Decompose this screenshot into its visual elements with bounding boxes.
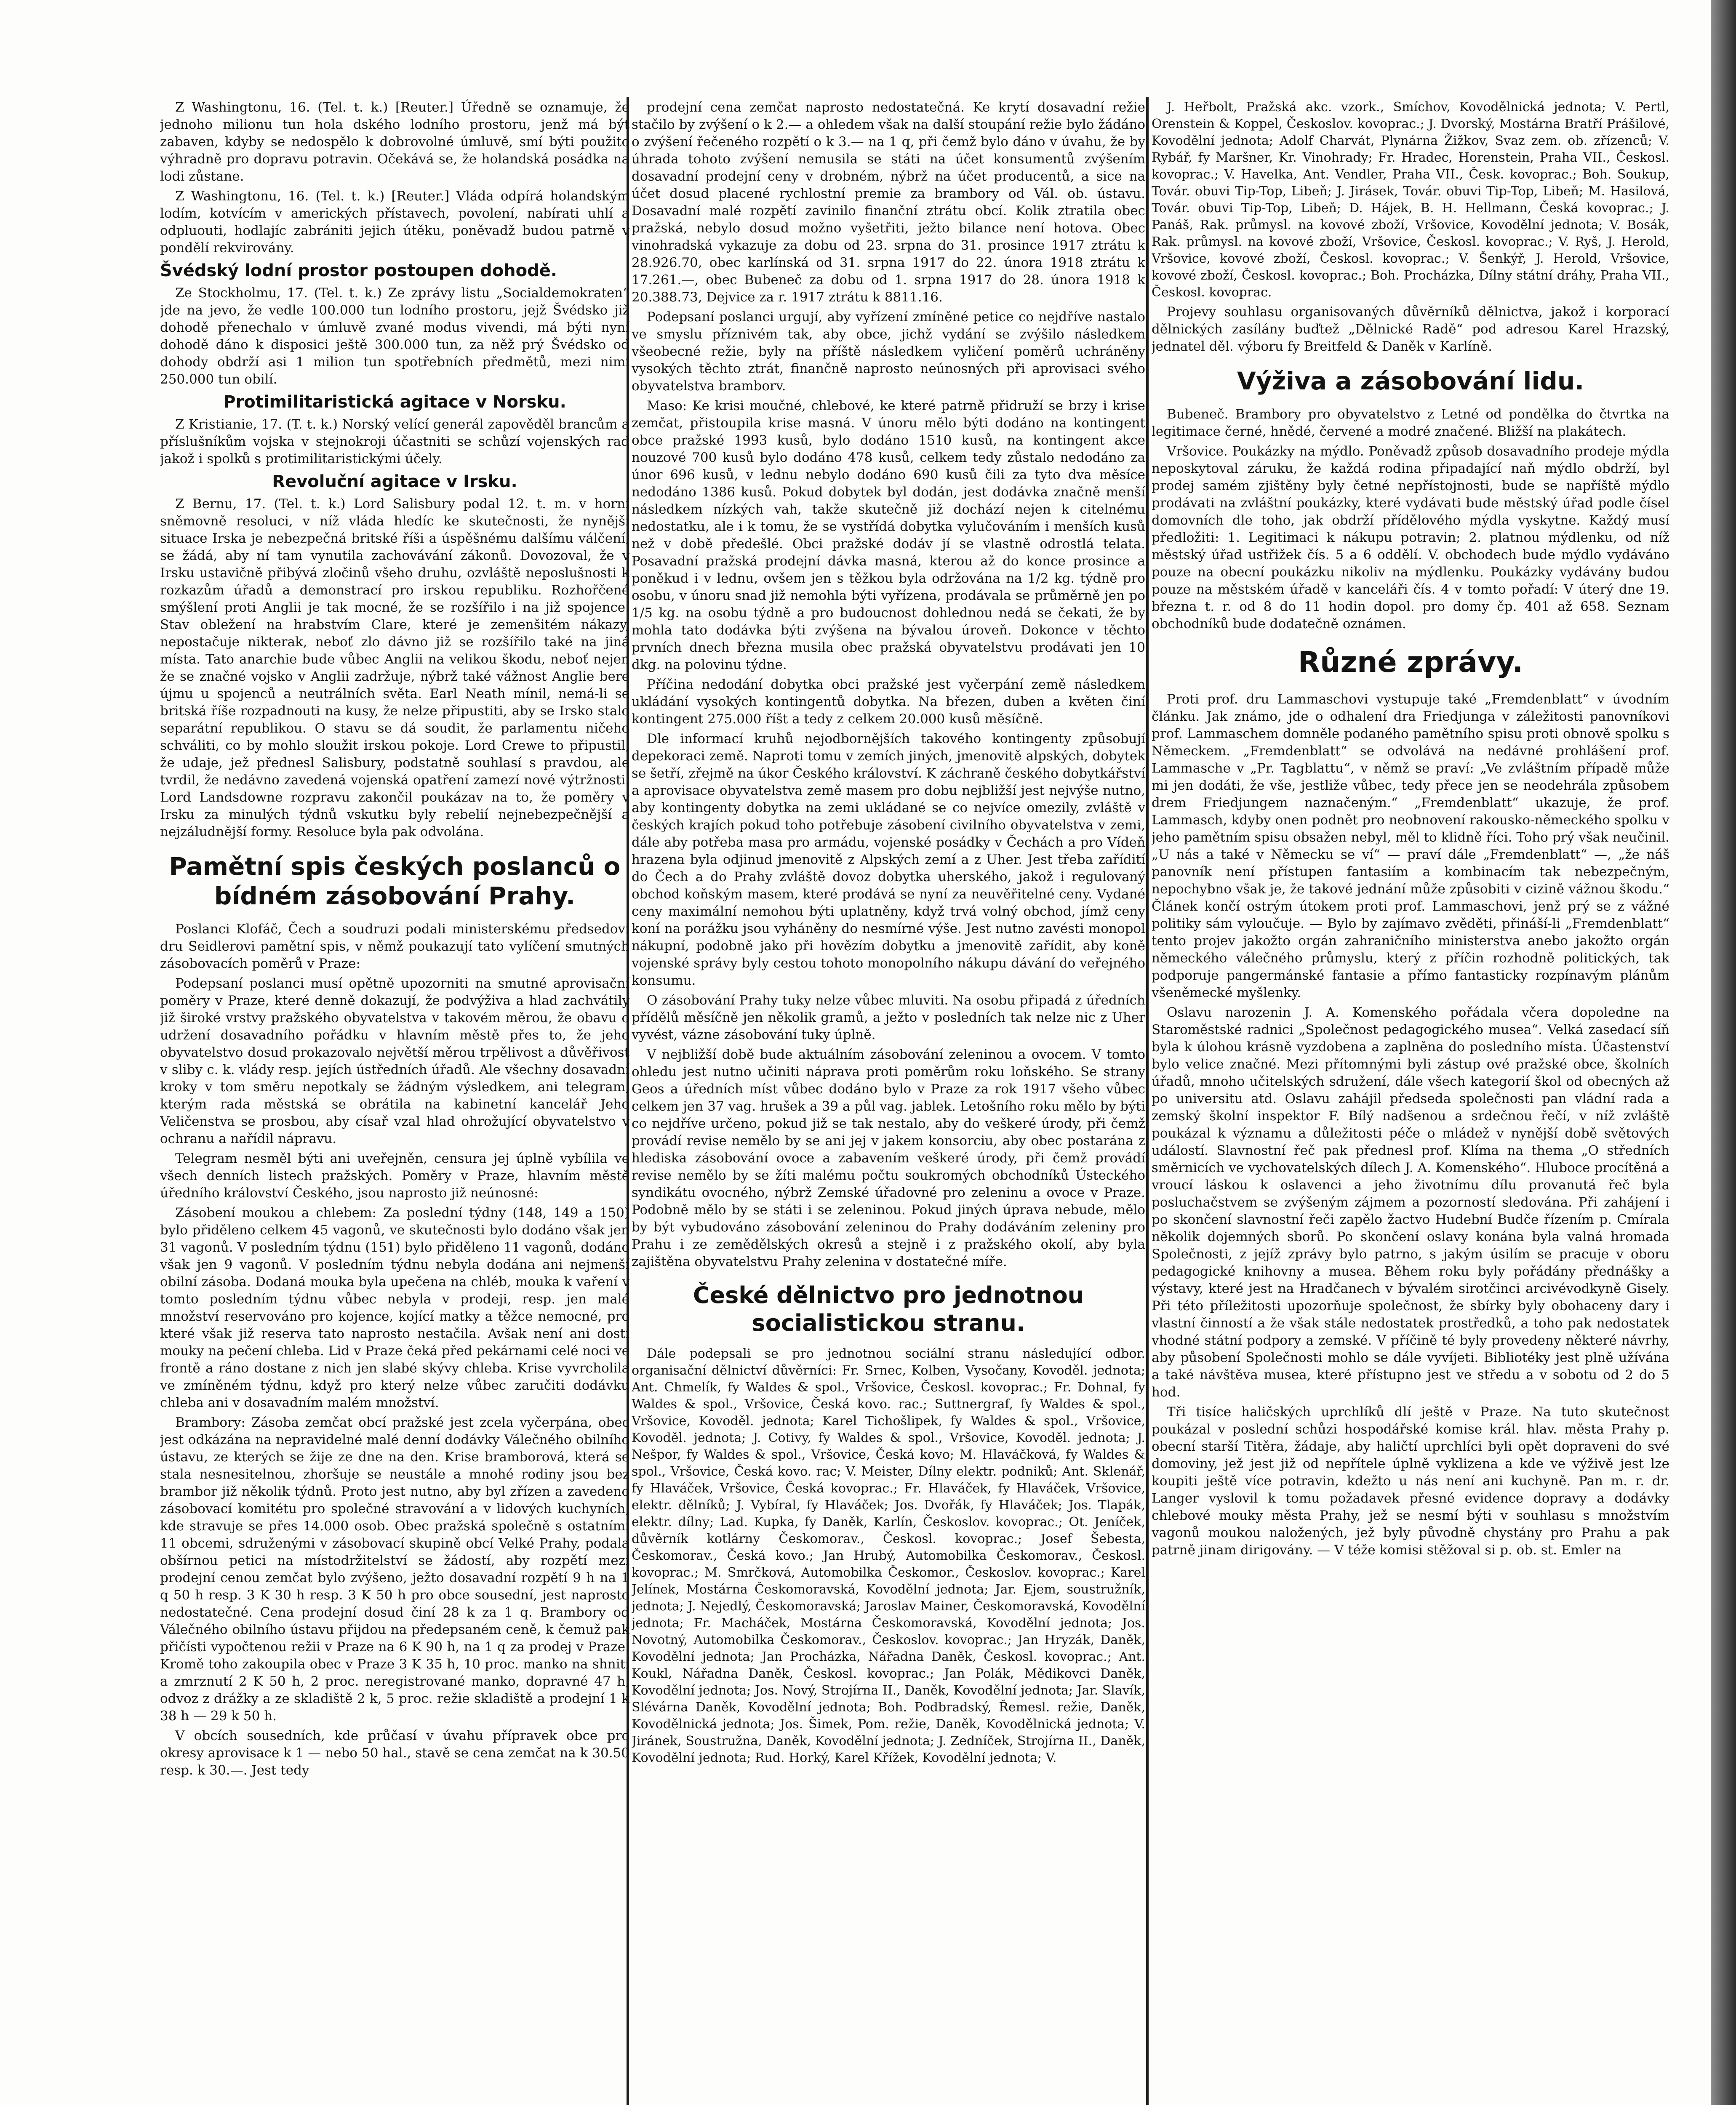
article-paragraph: Maso: Ke krisi moučné, chlebové, ke které patrně přidruží se brzy i krise zemčat, přistoupila krise masná. V únoru mělo býti dodáno na kontingent obce pražské 1993 kusů, bylo dodáno 1510 kusů, na kontingent akce nouzové 700 kusů bylo dodáno 478 kusů, celkem tedy zůstalo nedodáno za únor 696 kusů, v lednu nebylo dodáno 690 kusů čili za tyto dva měsíce nedodáno 1386 kusů. Pokud dobytek byl dodán, jest dodávka značně menší následkem nízkých vah, takže skutečně již dochází nejen k citelnému nedostatku, ale i k tomu, že se vystřídá dobytka vylučováním i menších kusů než v době předešlé. Obci pražské dodáv jí se vlastně odrostlá telata. Posavadní pražská prodejní dávka masná, kterou až do konce prosince a poněkud i v lednu, ovšem jen s těžkou byla održována na 1/2 kg. týdně pro osobu, v únoru snad již nemohla býti vyřízena, prodávala se průměrně jen po 1/5 kg. na osobu týdně a pro budoucnost dohlednou nedá se čekati, že by mohla tato dodávka býti zvýšena na bývalou úroveň. Dokonce v těchto prvních dnech března musila obec pražská obyvatelstvu prodávati jen 10 dkg. na polovinu týdne.: [632, 398, 1145, 672]
article-paragraph: Dle informací kruhů nejodbornějších takového kontingenty způsobují depekoraci země. Naproti tomu v zemích jiných, jmenovitě alpských, dobytek se šetří, zřejmě na úkor Českého království. K záchraně českého dobytkářství a aprovisace obyvatelstva země masem pro dobu nejbližší jest nejvýše nutno, aby kontingenty dobytka na zemi ukládané se co nejvíce omezily, zvláště v českých krajích pokud toho potřebuje zásobení civilního obyvatelstva v zemi, dále aby potřeba masa pro armádu, vojenské posádky v Čechách a pro Vídeň hrazena byla odjinud jmenovitě z Alpských zemí a z Uher. Jest třeba zařídití do Čech a do Prahy zvláště dovoz dobytka uherského, jakož i regulovaný obchod koňským masem, které prodává se nyní za neuvěřitelné ceny. Vydané ceny maximální nemohou býti uplatněny, když trvá volný obchod, jímž ceny koní na porážku jsou vyháněny do nesmírné výše. Jest nutno zavésti monopol nákupní, podobně jako při hovězím dobytku a jmenovitě zařídit, aby koně vojenské správy byly cestou tohoto monopolního nákupu dávání do veřejného konsumu.: [632, 731, 1145, 988]
article-paragraph: J. Heřbolt, Pražská akc. vzork., Smíchov, Kovodělnická jednota; V. Pertl, Orenstein & Koppel, Českoslov. kovoprac.; J. Dvorský, Mostárna Bratří Prášilové, Kovodělní jednota; Adolf Charvát, Plynárna Žižkov, Svaz zem. ob. zřízenců; V. Rybář, fy Maršner, Kr. Vinohrady; Fr. Hradec, Horenstein, Praha VII., Českosl. kovoprac.; V. Havelka, Ant. Vendler, Praha VII., Česk. kovoprac.; Boh. Soukup, Továr. obuvi Tip-Top, Libeň; J. Jirásek, Továr. obuvi Tip-Top, Libeň; M. Hasilová, Továr. obuvi Tip-Top, Libeň; D. Hájek, B. H. Hellmann, Česká kovoprac.; J. Panáš, Rak. průmysl. na kovové zboží, Vršovice, Kovodělní jednota; V. Bosák, Rak. průmysl. na kovové zboží, Vršovice, Českosl. kovoprac.; V. Ryš, J. Herold, Vršovice, kovové zboží, Českosl. kovoprac.; V. Šenkýř, J. Herold, Vršovice, kovové zboží, Českosl. kovoprac.; Boh. Procházka, Dílny státní dráhy, Praha VII., Českosl. kovoprac.: [1152, 100, 1669, 300]
article-paragraph: Poslanci Klofáč, Čech a soudruzi podali ministerskému předsedovi dru Seidlerovi pamětní spis, v němž poukazují tato vylíčení smutných zásobovacích poměrů v Praze:: [160, 922, 629, 971]
signatories-continued: [1152, 99, 1669, 301]
news-item: Z Washingtonu, 16. (Tel. t. k.) [Reuter.] Úředně se oznamuje, že jednoho milionu tun hola dského lodního prostoru, jenž má být zabaven, kdyby se nedospělo k dobrovolné úmluvě, smí býti použito výhradně pro dopravu potravin. Očekává se, že holandská posádka na lodi zůstane.: [160, 100, 629, 184]
column-left: [160, 99, 629, 2105]
news-item: Z Kristianie, 17. (T. t. k.) Norský velící generál zapověděl brancům a příslušníkům vojska v stejnokroji účastniti se schůzí vojenských rad jakož i spolků s protimilitaristickými účely.: [160, 417, 629, 466]
column-divider: [1146, 97, 1149, 2105]
section-headline: Různé zprávy.: [1298, 646, 1523, 679]
news-item: Z Washingtonu, 16. (Tel. t. k.) [Reuter.] Vláda odpírá holandským lodím, kotvícím v amerických přístavech, povolení, nabírati uhlí a odpluouti, hodlajíc zabrániti jejich útěku, poněvadž budou patrně v pondělí rekvirovány.: [160, 189, 629, 256]
signatories-list: [632, 1346, 1145, 1767]
article-paragraph: V nejbližší době bude aktuálním zásobování zeleninou a ovocem. V tomto ohledu jest nutno učiniti náprava proti poměrům roku loňského. Se strany Geos a úředních míst vůbec dodáno bylo v Praze za rok 1917 všeho vůbec celkem jen 37 vag. hrušek a 39 a půl vag. jablek. Letošního roku mělo by býti co nejdříve určeno, pokud již se tak nestalo, aby do veškeré úrody, při čemž provádí revise nemělo by se ani jej v jakem konsorciu, aby obec postarána z hlediska zásobování ovoce a zabavením veškeré úrody, při čemž provádí revise nemělo by se žíti malému počtu soukromých obchodníků Ústeckého syndikátu ovocného, nýbrž Zemské úřadovné pro zeleninu a ovoce v Praze. Podobně mělo by se státi i se zeleninou. Pokud jiných úprava nebude, mělo by být vybudováno zásobování zeleninou do Prahy dodáváním zeleniny pro Prahu i ze zemědělských okresů a stejně i z pražského okolí, aby byla zajištěna obyvatelstvu Prahy zelenina v dostatečné míře.: [632, 1047, 1145, 1269]
section-headline: Pamětní spis českých poslanců o bídném zásobování Prahy.: [169, 852, 621, 910]
article-paragraph: Podepsaní poslanci musí opětně upozorniti na smutné aprovisační poměry v Praze, které denně dokazují, že podvýživa a hlad zachvátily již široké vrstvy pražského obyvatelstva v takovém měrou, že obavu o udržení dosavadního pořádku v hlavním městě přes to, že jeho obyvatelstvo dosud prokazovalo největší měrou trpělivost a důvěřivost v sliby c. k. vlády resp. jejích ústředních úřadů. Ale všechny dosavadní kroky v tom směru nepotkaly se žádným výsledkem, ani telegram, kterým rada městská se obrátila na kabinetní kancelář Jeho Veličenstva se prosbou, aby císař vzal hlad ohrožující obyvatelstvo v ochranu a nařídil nápravu.: [160, 976, 629, 1146]
column-middle: [632, 99, 1145, 2105]
news-item: Ze Stockholmu, 17. (Tel. t. k.) Ze zprávy listu „Socialdemokraten“ jde na jevo, že vedle 100.000 tun lodního prostoru, jejž Švédsko již dohodě přenechalo v úmluvě zvané modus vivendi, má býti nyní dohodě dáno k disposici ještě 300.000 tun, za něž prý Švédsko od dohody obdrží asi 1 milion tun spotřebních předmětů, mezi nimi 250.000 tun obilí.: [160, 285, 629, 387]
news-item: Bubeneč. Brambory pro obyvatelstvo z Letné od pondělka do čtvrtka na legitimace černé, hnědé, červené a modré značené. Bližší na plakátech.: [1152, 407, 1669, 439]
article-paragraph: Podepsaní poslanci urgují, aby vyřízení zmíněné petice co nejdříve nastalo ve smyslu příznivém tak, aby obce, jichž vydání se zvýšilo následkem všeobecné režie, byly na příště následkem vyličení poměrů uchráněny vysokých těchto ztrát, finančně naprosto neúnosných při aprovisaci svého obyvatelstva bramborv.: [632, 309, 1145, 394]
news-item: Oslavu narozenin J. A. Komenského pořádala včera dopoledne na Staroměstské radnici „Společnost pedagogického musea“. Velká zasedací síň byla k úlohou krásně vyzdobena a zaplněna do posledního místa. Účastenství bylo velice značné. Mezi přítomnými byli zástup ové pražské obce, školních úřadů, mnoho učitelských sdružení, dále všech kategorií škol od obecných až po universitu atd. Oslavu zahájil předseda společnosti pan vládní rada a zemský školní inspektor F. Bílý nadšenou a srdečnou řečí, v níž zvláště poukázal k významu a důležitosti péče o mládež v nynější době světových událostí. Slavnostní řeč pak přednesl prof. Klíma na thema „O středních směrnicích ve vychovatelských dílech J. A. Komenského“. Hluboce procítěná a vroucí láskou k oslavenci a jeho životnímu dílu provanutá řeč byla posluchačstvem se zvýšeným zájmem a pozorností sledována. Při zahájení i po skončení slavnostní řeči zapělo žactvo Hudební Budče řízením p. Cmírala několik dojemných sborů. Po skončení oslavy konána byla valná hromada Společnosti, z jejíž zprávy bylo patrno, s jakým úsilím se pracuje v oboru pedagogické knihovny a musea. Během roku byly pořádány přednášky a výstavy, které jest na Hradčanech v bývalém sirotčinci arcivévodkyně Gisely. Při této příležitosti upozorňuje společnost, že sbírky byly obohaceny dary i vlastní činností a že však stále nedostatek prostředků, a toho pak nedostatek vhodné státní podpory a zemské. V příčině té byly provedeny některé návrhy, aby působení Společnosti mohlo se dále vyvíjeti. Bibliotéky jest plně užívána a také návštěva musea, které přístupno jest ve středu a v sobotu od 2 do 5 hod.: [1152, 1005, 1669, 1400]
article-paragraph: Příčina nedodání dobytka obci pražské jest vyčerpání země následkem ukládání vysokých kontingentů dobytka. Na březen, duben a květen činí kontingent 275.000 říšt a tedy z celkem 20.000 kusů měsíčně.: [632, 677, 1145, 727]
article-paragraph: Brambory: Zásoba zemčat obcí pražské jest zcela vyčerpána, obec jest odkázána na nepravidelné malé denní dodávky Válečného obilního ústavu, ze kterých se žije ze dne na den. Krise bramborová, která se stala nesnesitelnou, zhoršuje se neustále a mnohé rodiny jsou bez brambor již několik týdnů. Proto jest nutno, aby byl zřízen a zavedeno zásobovací komitétu pro společné stravování a v lidových kuchyních, kde stravuje se přes 14.000 osob. Obec pražská společně s ostatními 11 obcemi, sdruženými v zásobovací skupině obcí Velké Prahy, podala obšírnou petici na místodržitelství se žádostí, aby rozpětí mezi prodejní cenou zemčat bylo zvýšeno, ježto dosavadní rozpětí 9 h na 1 q 50 h resp. 3 K 30 h resp. 3 K 50 h pro obce sousední, jest naprosto nedostatečné. Cena prodejní dosud činí 28 k za 1 q. Brambory od Válečného obilního ústavu přijdou na předepsaném ceně, k čemuž pak přičísti vypočtenou režii v Praze na 6 K 90 h, na 1 q za prodej v Praze. Kromě toho zakoupila obec v Praze 3 K 35 h, 10 proc. manko na shnití a zmrznutí 2 K 50 h, 2 proc. neregistrované manko, dopravné 47 h, odvoz z drážky a ze skladiště 2 k, 5 proc. režie skladiště a prodejní 1 k 38 h — 29 k 50 h.: [160, 1415, 629, 1724]
article-paragraph: Telegram nesměl býti ani uveřejněn, censura jej úplně vybílila ve všech denních listech pražských. Poměry v Praze, hlavním městě úředního království Českého, jsou naprosto již neúnosné:: [160, 1151, 629, 1201]
article-paragraph: Dále podepsali se pro jednotnou sociální stranu následující odbor. organisační dělnictví důvěrníci: Fr. Srnec, Kolben, Vysočany, Kovoděl. jednota; Ant. Chmelík, fy Waldes & spol., Vršovice, Českosl. kovoprac.; Fr. Dohnal, fy Waldes & spol., Vršovice, Česká kovo. rac.; Suttnergraf, fy Waldes & spol., Vršovice, Kovoděl. jednota; Karel Tichošlipek, fy Waldes & spol., Vršovice, Kovoděl. jednota; J. Cotivy, fy Waldes & spol., Vršovice, Kovoděl. jednota; J. Nešpor, fy Waldes & spol., Vršovice, Česká kovo; M. Hlaváčková, fy Waldes & spol., Vršovice, Česká kovo. rac; V. Meister, Dílny elektr. podniků; Ant. Sklenář, fy Hlaváček, Vršovice, Česká kovoprac.; Fr. Hlaváček, fy Hlaváček, Vršovice, elektr. dělníků; J. Vybíral, fy Hlaváček; Jos. Dvořák, fy Hlaváček; Jos. Tlapák, elektr. dílny; Lad. Kupka, fy Daněk, Karlín, Českoslov. kovoprac.; Ot. Jeníček, důvěrník kotlárny Českomorav., Českosl. kovoprac.; Josef Šebesta, Českomorav., Česká kovo.; Jan Hrubý, Automobilka Českomorav., Českosl. kovoprac.; M. Smrčková, Automobilka Českomor., Českoslov. kovoprac.; Karel Jelínek, Mostárna Českomoravská, Kovodělní jednota; Jar. Ejem, soustružník, jednota; J. Nejedlý, Českomoravská; Jaroslav Mainer, Českomoravská, Kovodělní jednota; Fr. Macháček, Mostárna Českomoravská, Kovodělní jednota; Jos. Novotný, Automobilka Českomorav., Českoslov. kovoprac.; Jan Hryzák, Daněk, Kovodělní jednota; Jan Procházka, Nářadna Daněk, Českosl. kovoprac.; Ant. Koukl, Nářadna Daněk, Českosl. kovoprac.; Jan Polák, Mědikovci Daněk, Kovodělní jednota; Jos. Nový, Strojírna II., Daněk, Kovodělní jednota; Jar. Slavík, Slévárna Daněk, Kovodělní jednota; Boh. Podbradský, Řemesl. režie, Daněk, Kovodělnická jednota; Jos. Šimek, Pom. režie, Daněk, Kovodělnická jednota; V. Jiránek, Soustružna, Daněk, Kovodělní jednota; J. Zedníček, Strojírna II., Daněk, Kovodělní jednota; Rud. Horký, Karel Křížek, Kovodělní jednota; V.: [632, 1346, 1145, 1765]
article-paragraph: V obcích sousedních, kde průčasí v úvahu přípravek obce pro okresy aprovisace k 1 — nebo 50 hal., stavě se cena zemčat na k 30.50 resp. k 30.—. Jest tedy: [160, 1728, 629, 1778]
headline: Protimilitaristická agitace v Norsku.: [223, 392, 566, 412]
headline: Švédský lodní prostor postoupen dohodě.: [160, 261, 557, 280]
section-headline: Výživa a zásobování lidu.: [1237, 367, 1584, 395]
page-edge: [1711, 0, 1736, 2105]
news-item: Vršovice. Poukázky na mýdlo. Poněvadž způsob dosavadního prodeje mýdla neposkytoval záruku, že každá rodina připadající naň mýdlo obdrží, byl prodej samém zjištěny byly četné nepřístojnosti, bude se napříště mýdlo prodávati na zvláštní poukázky, které vydávati bude městský úřad podle čísel domovních dle toho, jak obdrží přídělového mýdla vyskytne. Každý musí předložiti: 1. Legitimaci k nákupu potravin; 2. platnou mýdlenku, od níž městský úřad ustřižek čís. 5 a 6 oddělí. V. obchodech bude mýdlo vydáváno pouze na obecní poukázku nikoliv na mýdlenku. Poukázky vydávány budou pouze na městském úřadě v kanceláři čís. 4 v tomto pořadí: V úterý dne 19. března t. r. od 8 do 11 hodin dopol. pro domy čp. 401 až 658. Seznam obchodníků bude dodatečně oznámen.: [1152, 444, 1669, 632]
article-paragraph: Zásobení moukou a chlebem: Za poslední týdny (148, 149 a 150) bylo přiděleno celkem 45 vagonů, ve skutečnosti bylo dodáno však jen 31 vagonů. V posledním týdnu (151) bylo přiděleno 11 vagonů, dodáno však jen 9 vagonů. V posledním týdnu nebyla dodána ani nejmenší obilní zásoba. Dodaná mouka byla upečena na chléb, mouka k vaření v tomto posledním týdnu vůbec nebyla v prodeji, resp. jen malé množství reservováno pro kojence, kojící matky a těžce nemocné, pro které však již reserva tato naprosto nestačila. Avšak není ani dosti mouky na pečení chleba. Lid v Praze čeká před pekárnami celé noci ve frontě a ráno dostane z nich jen slabé skývy chleba. Krise vyvrcholila ve zmíněném týdnu, když pro který nelze vůbec zaručiti dodávku chleba ani v dosavadním malém množství.: [160, 1205, 629, 1410]
news-item: Proti prof. dru Lammaschovi vystupuje také „Fremdenblatt“ v úvodním článku. Jak známo, jde o odhalení dra Friedjunga v záležitosti panovníkovi prof. Lammaschem domněle podaného pamětního spisu proti obnově spolku s Německem. „Fremdenblatt“ se odvolává na nedávné prohlášení prof. Lammasche v „Pr. Tagblattu“, v němž se praví: „Ve zvláštním případě může mi jen dodáti, že vše, jestliže vůbec, tedy přece jen se neodehrála způsobem drem Friedjungem naznačeným.“ „Fremdenblatt“ ukazuje, že prof. Lammasch, kdyby onen podnět pro neobnovení rakousko-německého spolku v jeho pamětním spisu obsažen nebyl, měl to klidně říci. Toho prý však neučinil. „U nás a také v Německu se ví“ — praví dále „Fremdenblatt“ —, „že náš panovník není přístupen fantasiím a kombinacím tak nebezpečným, nepochybno však je, že takové jednání může způsobiti v cizině vážnou škodu.“ Článek končí ostrým útokem proti prof. Lammaschovi, jenž prý se z vážné politiky sám vyloučuje. — Bylo by zajímavo zvěděti, přináší-li „Fremdenblatt“ tento projev jakožto orgán zahraničního ministerstva anebo jakožto orgán německého válečného průmyslu, který z příčin rozhodně politických, tak podporuje pangermánské fantasie a přímo fantasticky rozpínavým plánům všeněmecké myšlenky.: [1152, 692, 1669, 1000]
article-paragraph: Projevy souhlasu organisovaných důvěrníků dělnictva, jakož i korporací dělnických zasílány buďtež „Dělnické Radě“ pod adresou Karel Hrazský, jednatel děl. výboru fy Breitfeld & Daněk v Karlíně.: [1152, 304, 1669, 354]
column-right: [1152, 99, 1669, 2105]
article-paragraph: prodejní cena zemčat naprosto nedostatečná. Ke krytí dosavadní režie stačilo by zvýšení o k 2.— a ohledem však na další stoupání režie bylo žádáno o zvýšení řečeného rozpětí o k 3.— na 1 q, při čemž bylo dáno v úvahu, že by úhrada tohoto zvýšení nemusila se státi na účet konsumentů zvýšením dosavadní prodejní ceny v drobném, nýbrž na účet producentů, a sice na účet dosud placené rychlostní premie za brambory od Vál. ob. ústavu. Dosavadní malé rozpětí zavinilo finanční ztrátu obcí. Kolik ztratila obec pražská, nebylo dosud možno vyšetřiti, ježto bilance není hotova. Obec vinohradská vykazuje za dobu od 23. srpna do 31. prosince 1917 ztrátu k 28.926.70, obec karlínská od 31. srpna 1917 do 22. února 1918 ztrátu k 17.261.—, obec Bubeneč za dobu od 1. srpna 1917 do 28. února 1918 k 20.388.73, Dejvice za r. 1917 ztrátu k 8811.16.: [632, 100, 1145, 305]
article-paragraph: O zásobování Prahy tuky nelze vůbec mluviti. Na osobu připadá z úředních přídělů měsíčně jen několik gramů, a ježto v posledních tak nelze nic z Uher vyvést, vázne zásobování tuky úplně.: [632, 993, 1145, 1042]
news-item: Tři tisíce haličských uprchlíků dlí ještě v Praze. Na tuto skutečnost poukázal v poslední schůzi hospodářské komise král. hlav. města Prahy p. obecní starší Titěra, žádaje, aby haličtí uprchlíci byli opět dopraveni do své domoviny, jež jest již od nepřítele úplně vyklizena a kde ve výživě jest lze koupiti ještě více potravin, kdežto u nás není ani kuchyně. Pan m. r. dr. Langer vyslovil k tomu požadavek přesné evidence dopravy a dodávky chlebové mouky města Prahy, jež se nesmí býti v souhlasu s množstvím vagonů moukou naložených, jež byly původně chystány pro Prahu a pak patrně jinam dirigovány. — V téže komisi stěžoval si p. ob. st. Emler na: [1152, 1404, 1669, 1558]
news-item: Z Bernu, 17. (Tel. t. k.) Lord Salisbury podal 12. t. m. v horní sněmovně resoluci, v níž vláda hledíc ke skutečnosti, že nynější situace Irska je nebezpečná britské říši a úspěšnému dalšímu válčení, se žádá, aby ní tam vynutila zachovávání zákonů. Dovozoval, že v Irsku ustavičně přibývá zločinů všeho druhu, ozvláště neposlušnosti k rozkazům úřadů a demonstrací pro irskou republiku. Rozhořčené smýšlení proti Anglii je tak mocné, že se rozšířilo i na již spojence. Stav obležení na hrabstvím Clare, které je zemenšitém nákazy, nepostačuje nikterak, neboť zlo dávno již se rozšířilo také na jiná místa. Tato anarchie bude vůbec Anglii na velikou škodu, neboť nejen že se značné vojsko v Anglii zadržuje, nýbrž také vážnost Anglie bere újmu u spojenců a neutrálních světa. Earl Neath mínil, nemá-li se britská říše rozpadnouti na kusy, že nelze připustiti, aby se Irsko stalo separátní republikou. O stavu se dá soudit, že parlamentu ničeho schváliti, co by mohlo sloužit irskou pokoje. Lord Crewe to připustil, že udaje, jež přednesl Salisbury, podstatně souhlasí s pravdou, ale tvrdil, že nedávno zavedená vojenská opatření zamezí nové výtržnosti. Lord Landsdowne rozpravu zakončil poukázav na to, že poměry v Irsku za minulých týdnů vskutku byly rebelií nejnebezpečnější a nejzáludnější formy. Resoluce byla pak odvolána.: [160, 496, 629, 839]
section-headline: České dělnictvo pro jednotnou socialistickou stranu.: [693, 1282, 1084, 1336]
headline: Revoluční agitace v Irsku.: [272, 472, 517, 491]
